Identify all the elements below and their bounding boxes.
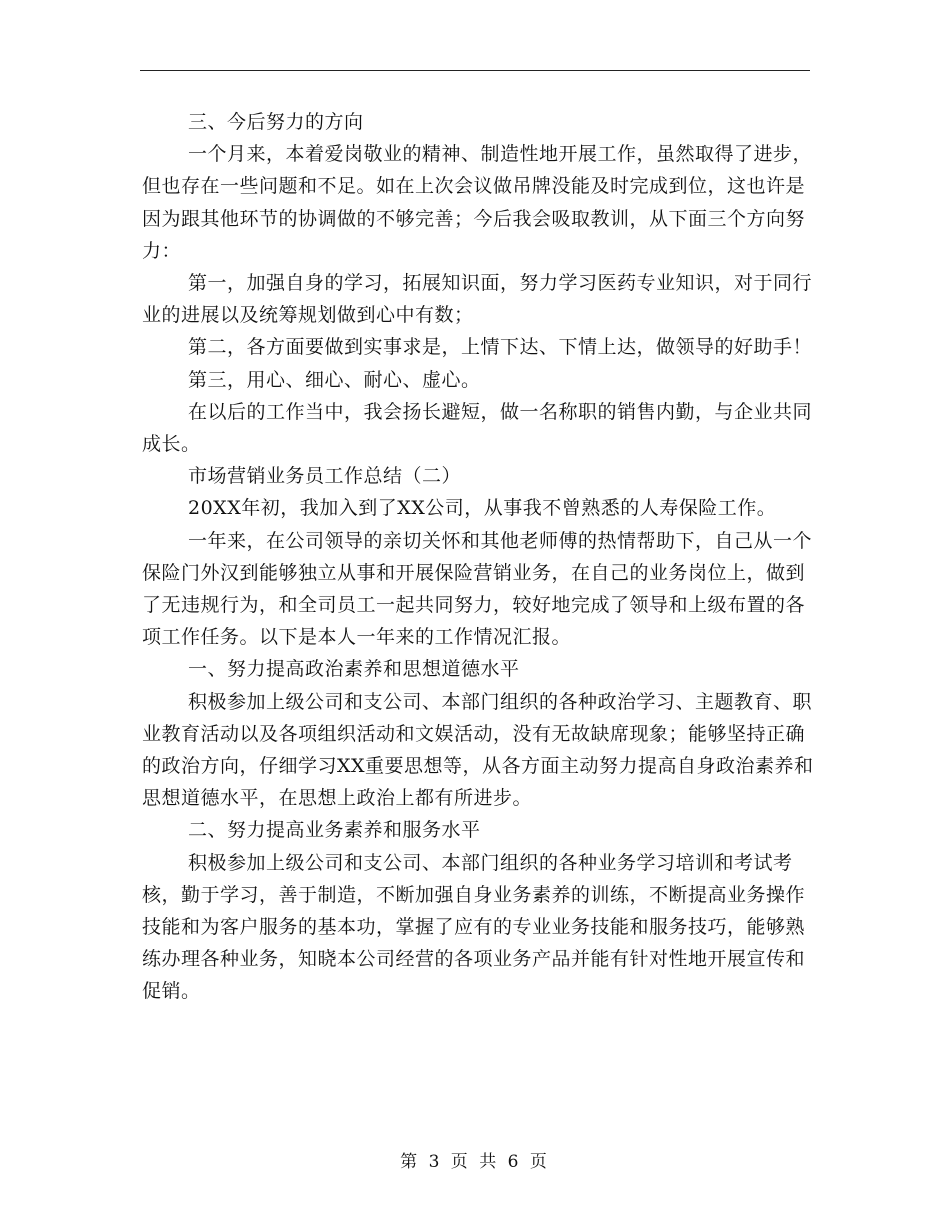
paragraph: 积极参加上级公司和支公司、本部门组织的各种业务学习培训和考试考核，勤于学习，善于制造，不断加强自身业务素养的训练，不断提高业务操作技能和为客户服务的基本功，掌握了应有的专业业务技能和服务技巧，能够熟练办理各种业务，知晓本公司经营的各项业务产品并能有针对性地开展宣传和促销。 (142, 851, 806, 1003)
paragraph: 20XX年初，我加入到了XX公司，从事我不曾熟悉的人寿保险工作。 (188, 497, 777, 520)
paragraph: 在以后的工作当中，我会扬长避短，做一名称职的销售内勤，与企业共同成长。 (142, 400, 813, 456)
section-heading: 市场营销业务员工作总结（二） (188, 465, 462, 488)
paragraph: 第一，加强自身的学习，拓展知识面，努力学习医药专业知识，对于同行业的进展以及统筹规划做到心中有数； (142, 272, 813, 327)
paragraph: 第二，各方面要做到实事求是，上情下达、下情上达，做领导的好助手！ (188, 336, 813, 359)
section-heading: 三、今后努力的方向 (188, 111, 364, 133)
header-rule (140, 70, 810, 71)
paragraph: 积极参加上级公司和支公司、本部门组织的各种政治学习、主题教育、职业教育活动以及各项组织活动和文娱活动，没有无故缺席现象；能够坚持正确的政治方向，仔细学习XX重要思想等，从各方面主动努力提高自身政治素养和思想道德水平，在思想上政治上都有所进步。 (142, 690, 814, 810)
paragraph: 一个月来，本着爱岗敬业的精神、制造性地开展工作，虽然取得了进步，但也存在一些问题和不足。如在上次会议做吊牌没能及时完成到位，这也许是因为跟其他环节的协调做的不够完善；今后我会吸取教训，从下面三个方向努力： (142, 143, 813, 262)
document-body (142, 106, 814, 1008)
page-number-footer: 第 3 页 共 6 页 (400, 1152, 550, 1172)
section-heading: 二、努力提高业务素养和服务水平 (188, 819, 481, 842)
paragraph: 第三，用心、细心、耐心、虚心。 (188, 368, 481, 391)
section-heading: 一、努力提高政治素养和思想道德水平 (188, 658, 520, 681)
paragraph: 一年来，在公司领导的亲切关怀和其他老师傅的热情帮助下，自己从一个保险门外汉到能够独立从事和开展保险营销业务，在自己的业务岗位上，做到了无违规行为，和全司员工一起共同努力，较好地完成了领导和上级布置的各项工作任务。以下是本人一年来的工作情况汇报。 (142, 529, 813, 649)
